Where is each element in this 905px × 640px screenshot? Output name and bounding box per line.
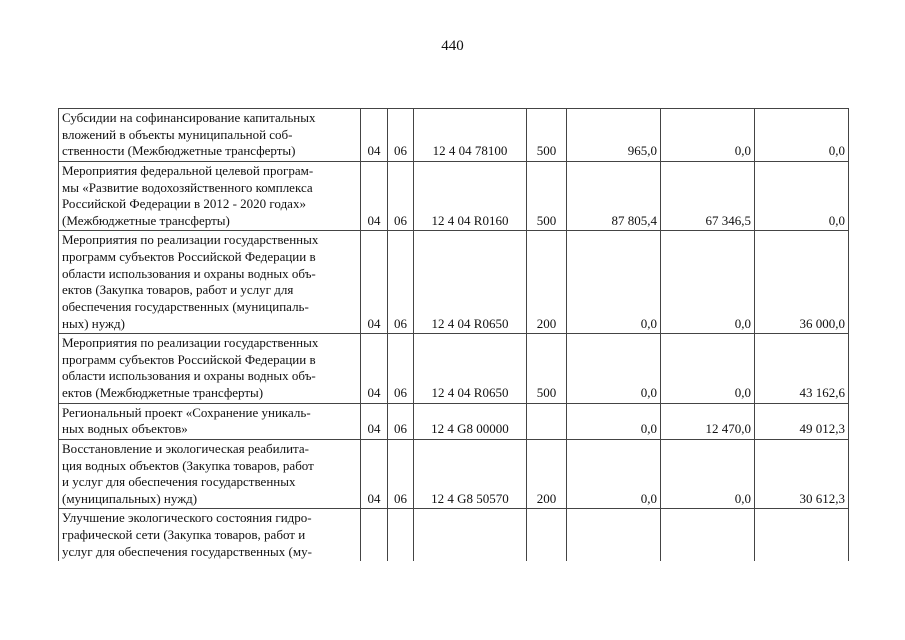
amount-year3-cell — [755, 509, 849, 561]
amount-year2-cell: 67 346,5 — [661, 161, 755, 231]
amount-year1-cell: 965,0 — [567, 109, 661, 162]
description-cell — [59, 231, 361, 334]
table-row — [59, 231, 849, 334]
description-line: ектов (Закупка товаров, работ и услуг для — [62, 282, 294, 298]
table-row — [59, 109, 849, 162]
expense-type-cell: 200 — [527, 439, 567, 509]
section-cell: 04 — [361, 334, 388, 404]
description-cell — [59, 403, 361, 439]
description-line: Мероприятия по реализации государственных — [62, 232, 319, 248]
description-line: (муниципальных) нужд) — [62, 490, 198, 506]
expense-type-cell — [527, 403, 567, 439]
description-line: программ субъектов Российской Федерации в — [62, 249, 316, 264]
expense-type-cell — [527, 509, 567, 561]
description-line: мы «Развитие водохозяйственного комплекса — [62, 179, 313, 195]
target-code-cell: 12 4 G8 00000 — [414, 403, 527, 439]
description-line: Региональный проект «Сохранение уникаль- — [62, 404, 311, 420]
description-line: ных) нужд) — [62, 315, 125, 331]
description-cell — [59, 439, 361, 509]
amount-year1-cell: 87 805,4 — [567, 161, 661, 231]
subsection-cell: 06 — [388, 439, 414, 509]
expense-type-cell: 500 — [527, 334, 567, 404]
description-line: Мероприятия федеральной целевой програм- — [62, 162, 314, 178]
amount-year2-cell: 0,0 — [661, 334, 755, 404]
table-row — [59, 403, 849, 439]
amount-year1-cell: 0,0 — [567, 231, 661, 334]
amount-year3-cell: 0,0 — [755, 161, 849, 231]
amount-year2-cell: 0,0 — [661, 439, 755, 509]
description-line: Восстановление и экологическая реабилита- — [62, 440, 309, 456]
target-code-cell — [414, 509, 527, 561]
description-line: ция водных объектов (Закупка товаров, работ — [62, 457, 314, 473]
subsection-cell: 06 — [388, 109, 414, 162]
description-line: ных водных объектов» — [62, 421, 188, 437]
description-cell — [59, 334, 361, 404]
subsection-cell: 06 — [388, 334, 414, 404]
subsection-cell — [388, 509, 414, 561]
section-cell: 04 — [361, 161, 388, 231]
description-line: (Межбюджетные трансферты) — [62, 212, 230, 228]
section-cell: 04 — [361, 439, 388, 509]
expense-type-cell: 200 — [527, 231, 567, 334]
description-line: Российской Федерации в 2012 - 2020 годах» — [62, 196, 306, 212]
page-number: 440 — [441, 38, 464, 54]
description-line: услуг для обеспечения государственных (му- — [62, 543, 312, 559]
budget-table — [58, 108, 849, 561]
description-line: вложений в объекты муниципальной соб- — [62, 126, 293, 142]
description-cell — [59, 109, 361, 162]
amount-year1-cell — [567, 509, 661, 561]
target-code-cell: 12 4 04 R0650 — [414, 231, 527, 334]
target-code-cell: 12 4 04 78100 — [414, 109, 527, 162]
description-line: Улучшение экологического состояния гидро- — [62, 510, 312, 526]
expense-type-cell: 500 — [527, 109, 567, 162]
target-code-cell: 12 4 G8 50570 — [414, 439, 527, 509]
amount-year2-cell: 0,0 — [661, 231, 755, 334]
amount-year1-cell: 0,0 — [567, 403, 661, 439]
description-line: графической сети (Закупка товаров, работ и — [62, 527, 306, 542]
section-cell: 04 — [361, 109, 388, 162]
description-line: ектов (Межбюджетные трансферты) — [62, 385, 264, 400]
amount-year2-cell — [661, 509, 755, 561]
table-row — [59, 161, 849, 231]
subsection-cell: 06 — [388, 161, 414, 231]
expense-type-cell: 500 — [527, 161, 567, 231]
amount-year3-cell: 30 612,3 — [755, 439, 849, 509]
table-row — [59, 439, 849, 509]
description-line: программ субъектов Российской Федерации в — [62, 351, 316, 367]
description-cell — [59, 509, 361, 561]
amount-year2-cell: 0,0 — [661, 109, 755, 162]
amount-year3-cell: 43 162,6 — [755, 334, 849, 404]
description-cell — [59, 161, 361, 231]
amount-year3-cell: 0,0 — [755, 109, 849, 162]
subsection-cell: 06 — [388, 231, 414, 334]
amount-year1-cell: 0,0 — [567, 334, 661, 404]
target-code-cell: 12 4 04 R0650 — [414, 334, 527, 404]
section-cell: 04 — [361, 231, 388, 334]
amount-year3-cell: 49 012,3 — [755, 403, 849, 439]
target-code-cell: 12 4 04 R0160 — [414, 161, 527, 231]
amount-year3-cell: 36 000,0 — [755, 231, 849, 334]
description-line: Мероприятия по реализации государственных — [62, 335, 319, 351]
description-line: и услуг для обеспечения государственных — [62, 474, 296, 490]
section-cell — [361, 509, 388, 561]
table-row — [59, 509, 849, 561]
description-line: области использования и охраны водных объ- — [62, 368, 316, 384]
section-cell: 04 — [361, 403, 388, 439]
table-row — [59, 334, 849, 404]
amount-year1-cell: 0,0 — [567, 439, 661, 509]
description-line: области использования и охраны водных объ- — [62, 265, 316, 281]
description-line: Субсидии на софинансирование капитальных — [62, 110, 316, 125]
subsection-cell: 06 — [388, 403, 414, 439]
amount-year2-cell: 12 470,0 — [661, 403, 755, 439]
description-line: обеспечения государственных (муниципаль- — [62, 298, 309, 314]
description-line: ственности (Межбюджетные трансферты) — [62, 143, 296, 159]
